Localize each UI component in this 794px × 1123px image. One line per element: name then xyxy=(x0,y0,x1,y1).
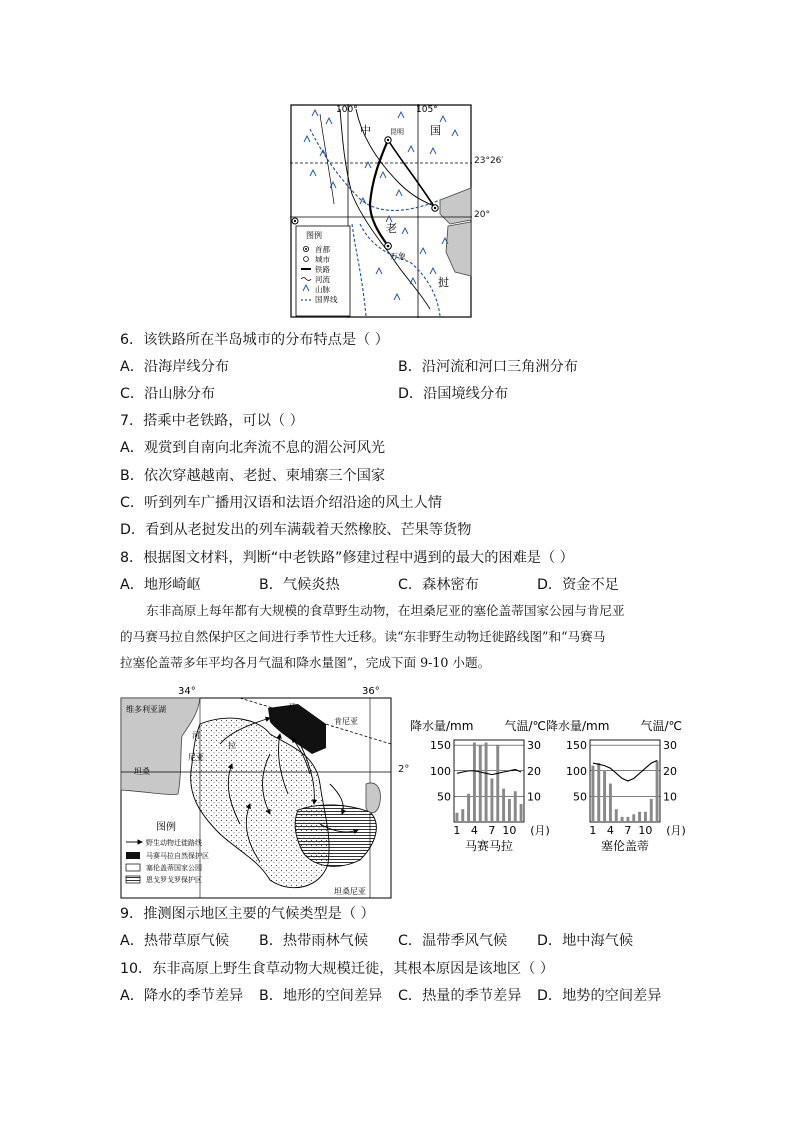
china-laos-railway-map xyxy=(290,104,472,318)
q10-option-c[interactable]: C．热量的季节差异 xyxy=(398,988,522,1004)
month-tick-label: 1 xyxy=(453,824,461,837)
q7-option-c[interactable]: C．听到列车广播用汉语和法语介绍沿途的风土人情 xyxy=(120,495,443,511)
chart-title: 塞伦盖蒂 xyxy=(600,839,650,853)
month-unit-label: (月) xyxy=(530,824,550,837)
temp-tick-label: 10 xyxy=(527,790,541,804)
map1-legend-city: 城市 xyxy=(315,255,330,264)
q9-option-a[interactable]: A．热带草原气候 xyxy=(120,933,230,949)
precip-bar xyxy=(455,813,458,822)
lon-105-label: 105° xyxy=(416,105,438,115)
precip-bar xyxy=(461,809,464,822)
precip-bar xyxy=(609,784,612,822)
east-africa-migration-map xyxy=(120,684,392,900)
q10-stem: 10．东非高原上野生食草动物大规模迁徙，其根本原因是该地区（ ） xyxy=(120,961,555,977)
lat-20-label: 20° xyxy=(474,210,490,220)
precip-bar xyxy=(490,778,493,822)
month-tick-label: 10 xyxy=(502,824,517,837)
map1-legend-border: 国界线 xyxy=(315,295,338,304)
precip-bar xyxy=(603,771,606,822)
precip-tick-label: 100 xyxy=(430,764,451,778)
china-label-zhong: 中 xyxy=(360,124,371,137)
q7-option-a[interactable]: A．观赏到自南向北奔流不息的湄公河风光 xyxy=(120,440,386,456)
q9-option-b[interactable]: B．热带雨林气候 xyxy=(259,933,369,949)
precip-bar xyxy=(597,763,600,822)
q10-option-b[interactable]: B．地形的空间差异 xyxy=(259,988,383,1004)
passage-line-3: 拉塞伦盖蒂多年平均各月气温和降水量图”，完成下面 9-10 小题。 xyxy=(120,655,491,670)
precip-bar xyxy=(473,743,476,822)
q6-option-a[interactable]: A．沿海岸线分布 xyxy=(120,359,230,375)
lon-36-label: 36° xyxy=(362,686,380,697)
kunming-label: 昆明 xyxy=(390,128,404,136)
map2-label-niya: 尼亚 xyxy=(188,753,204,762)
map1-legend-capital: 首都 xyxy=(315,245,330,254)
q7-option-d[interactable]: D．看到从老挝发出的列车满载着天然橡胶、芒果等货物 xyxy=(120,522,472,538)
month-tick-label: 1 xyxy=(589,824,597,837)
plot-frame xyxy=(590,740,660,822)
precip-bar xyxy=(485,743,488,822)
laos-label-lao: 老 xyxy=(386,222,397,235)
passage xyxy=(120,598,676,676)
month-tick-label: 4 xyxy=(606,824,614,837)
precip-bar xyxy=(479,745,482,822)
precip-tick-label: 100 xyxy=(566,764,587,778)
map2-label-la: 拉 xyxy=(228,741,236,750)
china-label-guo: 国 xyxy=(430,124,441,137)
lake-victoria-label: 维多利亚湖 xyxy=(126,705,166,714)
precip-bar xyxy=(621,817,624,822)
q7-option-b[interactable]: B．依次穿越越南、老挝、柬埔寨三个国家 xyxy=(120,468,386,484)
q10-option-d[interactable]: D．地势的空间差异 xyxy=(537,988,662,1004)
precip-bar xyxy=(514,791,517,822)
q9-stem: 9．推测图示地区主要的气候类型是（ ） xyxy=(120,906,375,922)
map2-legend-route: 野生动物迁徙路线 xyxy=(146,839,202,847)
q8-option-a[interactable]: A．地形崎岖 xyxy=(120,577,201,593)
temp-tick-label: 20 xyxy=(527,764,541,778)
map1-legend-railway: 铁路 xyxy=(315,265,330,274)
month-tick-label: 4 xyxy=(470,824,478,837)
chart-title: 马赛马拉 xyxy=(464,839,514,853)
temp-line xyxy=(457,770,521,775)
q6-option-b[interactable]: B．沿河流和河口三角洲分布 xyxy=(398,359,578,375)
temp-axis-title: 气温/℃ xyxy=(640,719,682,733)
precip-axis-title: 降水量/mm xyxy=(410,719,474,733)
map2-legend-title: 图例 xyxy=(156,822,176,833)
precip-bar xyxy=(656,761,659,823)
month-tick-label: 10 xyxy=(638,824,653,837)
temp-tick-label: 30 xyxy=(527,739,541,753)
map2-legend-serengeti: 塞伦盖蒂国家公园 xyxy=(146,864,202,872)
q9-option-d[interactable]: D．地中海气候 xyxy=(537,933,634,949)
passage-line-1: 东非高原上每年都有大规模的食草野生动物，在坦桑尼亚的塞伦盖蒂国家公园与肯尼亚 xyxy=(146,603,625,618)
precip-bar xyxy=(508,799,511,822)
precip-tick-label: 50 xyxy=(573,790,587,804)
precip-bar xyxy=(591,766,594,822)
climate-chart-serengeti xyxy=(546,716,686,866)
precip-bar xyxy=(626,817,629,822)
map2-label-tansang: 坦桑 xyxy=(134,767,150,776)
q8-option-c[interactable]: C．森林密布 xyxy=(398,577,479,593)
temp-tick-label: 20 xyxy=(663,764,677,778)
map2-label-he: 河 xyxy=(192,731,200,740)
map1-legend-mountain: 山脉 xyxy=(315,285,330,294)
lat-tropic-label: 23°26′ xyxy=(474,156,504,166)
masai-label-ma: 马 xyxy=(288,703,296,712)
month-unit-label: (月) xyxy=(666,824,686,837)
climate-chart-masai-mara xyxy=(410,716,550,866)
lat-2-label: 2° xyxy=(398,764,410,775)
passage-line-2: 的马赛马拉自然保护区之间进行季节性大迁移。读“东非野生动物迁徙路线图”和“马赛马 xyxy=(120,629,606,644)
q8-stem: 8．根据图文材料，判断“中老铁路”修建过程中遇到的最大的困难是（ ） xyxy=(120,550,574,566)
q10-option-a[interactable]: A．降水的季节差异 xyxy=(120,988,244,1004)
plot-frame xyxy=(454,740,524,822)
precip-bar xyxy=(638,812,641,822)
precip-bar xyxy=(520,804,523,822)
lon-34-label: 34° xyxy=(178,686,196,697)
laos-label-zhua: 挝 xyxy=(438,276,449,289)
q9-option-c[interactable]: C．温带季风气候 xyxy=(398,933,508,949)
precip-bar xyxy=(644,812,647,822)
q7-stem: 7．搭乘中老铁路，可以（ ） xyxy=(120,413,304,429)
precip-tick-label: 50 xyxy=(437,790,451,804)
precip-bar xyxy=(496,745,499,822)
map2-legend-masai-mara: 马赛马拉自然保护区 xyxy=(146,852,209,860)
map2-legend-ngorongoro: 恩戈罗戈罗保护区 xyxy=(146,876,202,884)
month-tick-label: 7 xyxy=(624,824,632,837)
precip-tick-label: 150 xyxy=(566,739,587,753)
q6-stem: 6．该铁路所在半岛城市的分布特点是（ ） xyxy=(120,332,389,348)
q8-option-b[interactable]: B．气候炎热 xyxy=(259,577,340,593)
tanzania-label: 坦桑尼亚 xyxy=(334,887,366,896)
lon-100-label: 100° xyxy=(336,105,358,115)
q6-option-c[interactable]: C．沿山脉分布 xyxy=(120,386,216,402)
precip-bar xyxy=(502,789,505,822)
temp-tick-label: 30 xyxy=(663,739,677,753)
temp-tick-label: 10 xyxy=(663,790,677,804)
q6-option-d[interactable]: D．沿国境线分布 xyxy=(398,386,509,402)
precip-bar xyxy=(650,799,653,822)
vientiane-label: 万象 xyxy=(390,252,406,261)
precip-axis-title: 降水量/mm xyxy=(546,719,610,733)
kenya-label: 肯尼亚 xyxy=(334,717,358,726)
map1-legend-river: 河流 xyxy=(315,275,330,284)
temp-axis-title: 气温/℃ xyxy=(504,719,546,733)
month-tick-label: 7 xyxy=(488,824,496,837)
precip-bar xyxy=(632,814,635,822)
precip-bar xyxy=(615,809,618,822)
precip-tick-label: 150 xyxy=(430,739,451,753)
q8-option-d[interactable]: D．资金不足 xyxy=(537,577,619,593)
map1-legend-title: 图例 xyxy=(306,231,322,240)
precip-bar xyxy=(467,794,470,822)
